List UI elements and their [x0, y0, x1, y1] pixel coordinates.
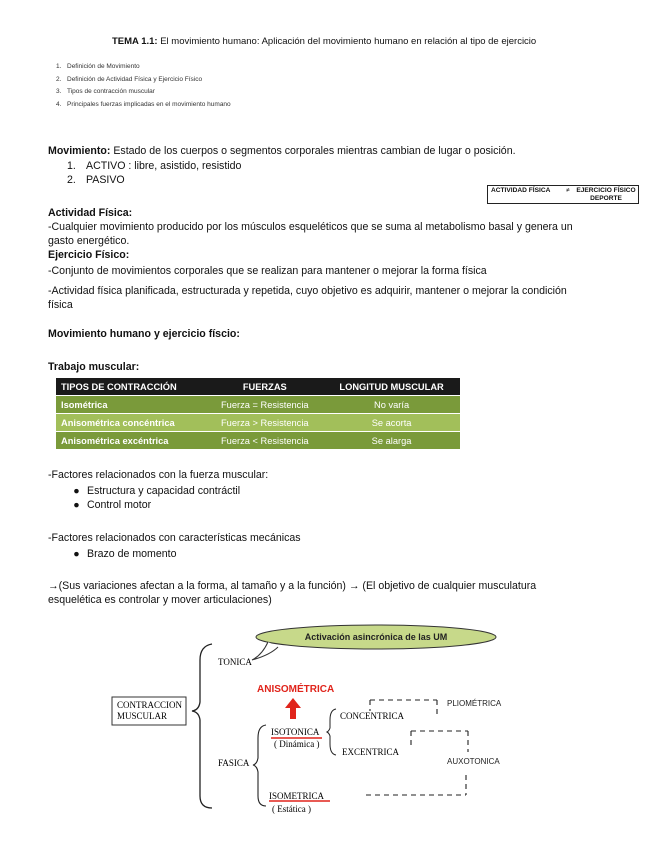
toc-item: 2. Definición de Actividad Física y Ejercicio Físico [56, 75, 203, 83]
table-cell: Fuerza < Resistencia [206, 432, 323, 450]
excentrica-label: EXCENTRICA [342, 747, 399, 757]
table-cell: Anisométrica concéntrica [56, 414, 206, 432]
list-item: 2. PASIVO [67, 174, 125, 186]
nota-line-2: esquelética es controlar y mover articulaciones) [48, 594, 272, 606]
isotonica-label: ISOTONICA [271, 727, 320, 737]
factores-mecanicas-text: -Factores relacionados con características mecánicas [48, 532, 301, 544]
pliometrica-label: PLIOMÉTRICA [447, 699, 502, 708]
table-cell: Fuerza = Resistencia [206, 396, 323, 414]
nota-line-1: →(Sus variaciones afectan a la forma, al tamaño y a la función) → (El objetivo de cualquier musculatura [48, 580, 537, 592]
list-item: 1. ACTIVO : libre, asistido, resistido [67, 160, 242, 172]
list-item: ● Brazo de momento [73, 548, 177, 560]
actividad-line-1: -Cualquier movimiento producido por los músculos esqueléticos que se suma al metabolismo basal y genera un [48, 221, 573, 233]
bubble-tail [252, 642, 278, 660]
estatica-label: ( Estática ) [272, 804, 311, 814]
isotonica-brace [327, 709, 336, 755]
root-label-line-1: CONTRACCION [117, 700, 183, 710]
bubble-text: Activación asincrónica de las UM [304, 632, 448, 642]
isometrica-label: ISOMETRICA [269, 791, 325, 801]
actividad-vs-ejercicio-box: ACTIVIDAD FÍSICA ≠ EJERCICIO FÍSICO DEPORTE [487, 185, 639, 204]
movimiento-definition: Movimiento: Estado de los cuerpos o segmentos corporales mientras cambian de lugar o posición. [48, 145, 516, 157]
factores-fuerza-text: -Factores relacionados con la fuerza muscular: [48, 469, 269, 481]
title-prefix: TEMA 1.1: [112, 36, 158, 47]
up-arrow-icon [285, 698, 301, 719]
fasica-label: FASICA [218, 758, 250, 768]
dinamica-label: ( Dinámica ) [274, 739, 320, 749]
table-cell: Se alarga [323, 432, 460, 450]
list-item: ● Control motor [73, 499, 152, 511]
anisometrica-label: ANISOMÉTRICA [257, 684, 335, 695]
toc-item: 3. Tipos de contracción muscular [56, 88, 155, 95]
root-label-line-2: MUSCULAR [117, 711, 168, 721]
table-cell: Fuerza > Resistencia [206, 414, 323, 432]
ejercicio-line-2: -Actividad física planificada, estructurada y repetida, cuyo objetivo es adquirir, mantener o mejorar la condición [48, 285, 567, 297]
ejercicio-heading: Ejercicio Físico: [48, 249, 130, 261]
auxotonica-label: AUXOTONICA [447, 757, 500, 766]
actividad-heading: Actividad Física: [48, 207, 133, 219]
table-cell: Anisométrica excéntrica [56, 432, 206, 450]
section-heading: Movimiento humano y ejercicio físcio: [48, 328, 240, 340]
concentrica-label: CONCENTRICA [340, 711, 405, 721]
ejercicio-line-3: física [48, 299, 73, 311]
trabajo-heading: Trabajo muscular: [48, 361, 140, 373]
main-brace [192, 644, 212, 808]
table-cell: Isométrica [56, 396, 206, 414]
toc-item: 4. Principales fuerzas implicadas en el movimiento humano [56, 100, 231, 108]
column-header: LONGITUD MUSCULAR [323, 378, 460, 396]
table-cell: No varía [323, 396, 460, 414]
fasica-brace [253, 725, 266, 806]
actividad-line-2: gasto energético. [48, 235, 130, 247]
title-text: El movimiento humano: Aplicación del movimiento humano en relación al tipo de ejercicio [157, 36, 537, 47]
list-item: ● Estructura y capacidad contráctil [73, 485, 241, 497]
toc-item: 1. Definición de Movimiento [56, 63, 140, 70]
ejercicio-line-1: -Conjunto de movimientos corporales que se realizan para mantener o mejorar la forma física [48, 265, 487, 277]
column-header: FUERZAS [206, 378, 323, 396]
table-cell: Se acorta [323, 414, 460, 432]
column-header: TIPOS DE CONTRACCIÓN [56, 378, 206, 396]
tonica-label: TONICA [218, 657, 252, 667]
